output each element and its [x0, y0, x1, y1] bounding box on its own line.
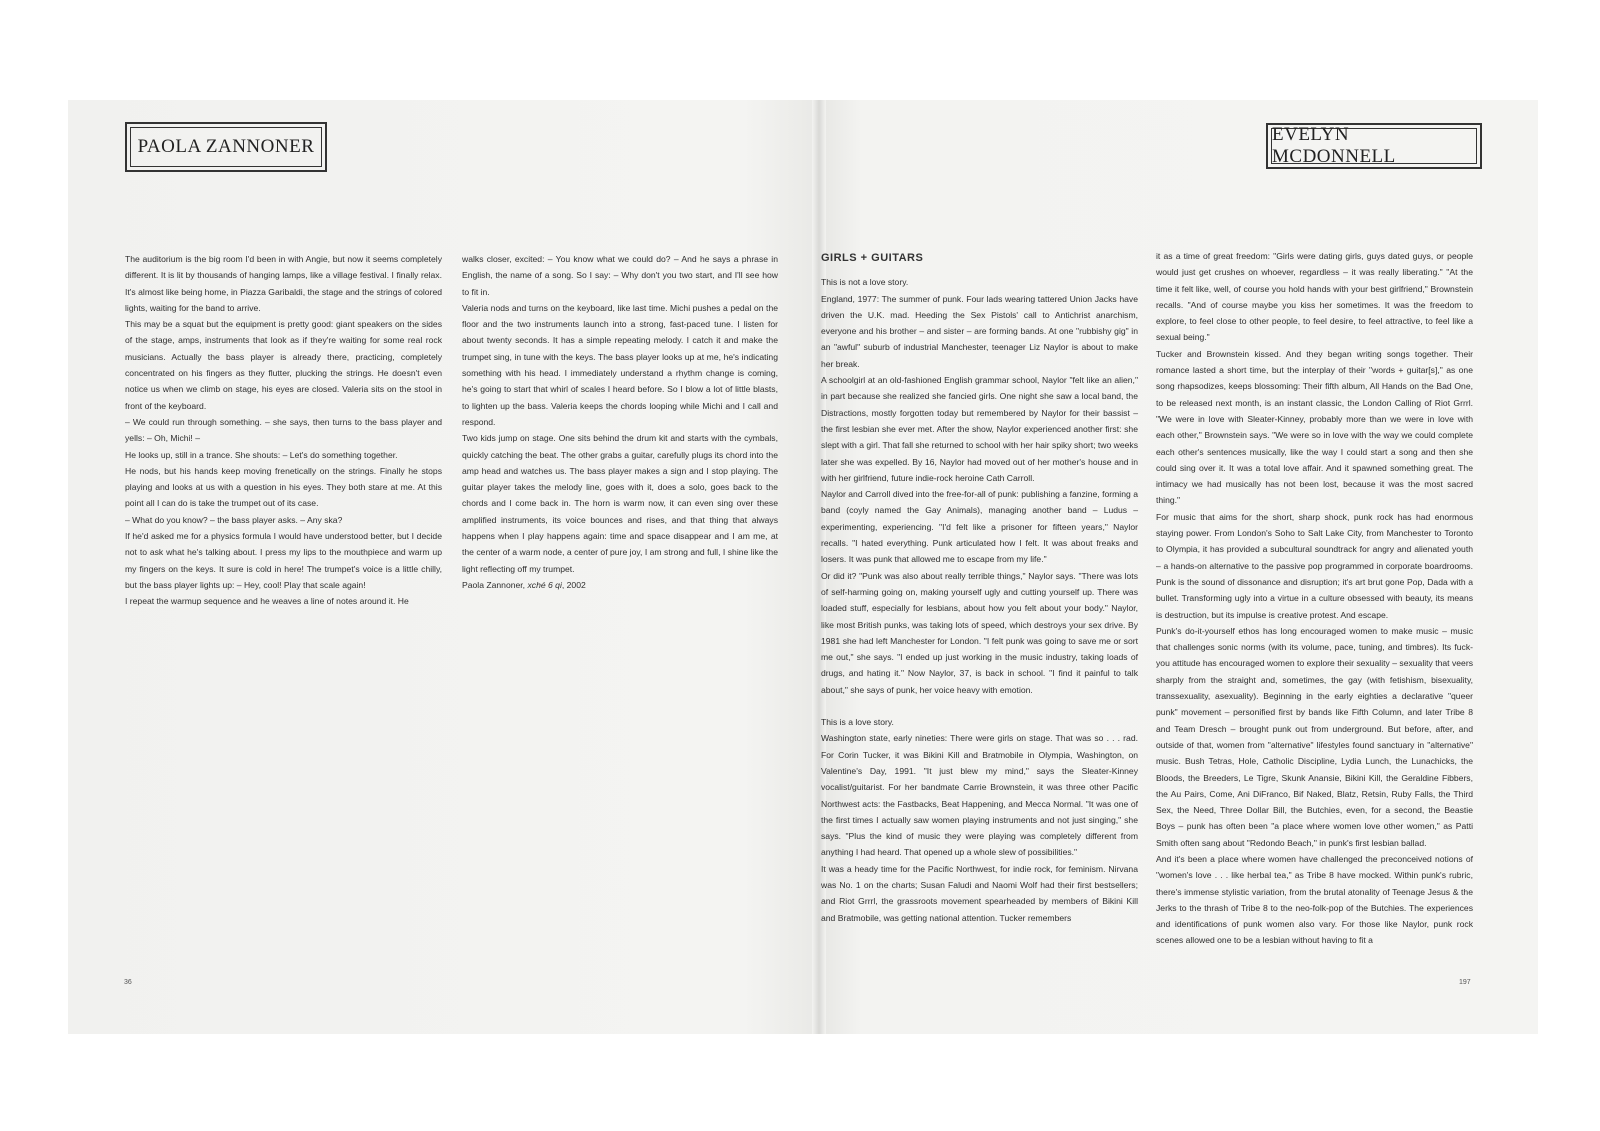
left-page-number: 36: [124, 979, 132, 986]
paragraph: – What do you know? – the bass player asks. – Any ska?: [125, 514, 343, 525]
paragraph: This is a love story.: [821, 717, 894, 728]
paragraph: This is not a love story.: [821, 277, 909, 288]
paragraph: Naylor and Carroll dived into the free-for-all of punk: publishing a fanzine, forming a band (coyly named the Gay Animals), managing another band – Ludus – experimenting, experiencing. "I'd felt like a prisoner for fifteen years," Naylor recalls. "I hated everything. Punk articulated how I felt. It was about freaks and losers. It was punk that allowed me to escape from my life.": [821, 489, 1138, 565]
paragraph: Valeria nods and turns on the keyboard, like last time. Michi pushes a pedal on the floor and the two instruments launch into a strong, fast-paced tune. I listen for about twenty seconds. It has a simple repeating melody. I catch it and make the trumpet sing, in tune with the keys. The bass player looks up at me, he's indicating something with his head. I immediately understand a rhythm change is coming, he's going to start that whirl of scales I heard before. So I blow a lot of little blasts, to lighten up the bass. Valeria keeps the chords looping while Michi and I call and respond.: [462, 302, 778, 427]
paragraph: Or did it? "Punk was also about really terrible things," Naylor says. "There was lots of self-harming going on, making yourself ugly and cutting yourself up. There was loaded stuff, especially for lesbians, about how you felt about your body." Naylor, like most British punks, was taking lots of speed, which destroys your sex drive. By 1981 she had left Manchester for London. "I felt punk was going to save me or sort me out," she says. "I ended up just working in the music industry, taking loads of drugs, and hating it." Now Naylor, 37, is back in school. "I find it painful to talk about," she says of punk, her voice heavy with emotion.: [821, 570, 1138, 695]
paragraph: walks closer, excited: – You know what we could do? – And he says a phrase in English, the name of a song. So I say: – Why don't you two start, and I'll see how to fit in.: [462, 254, 778, 297]
left-author-name: PAOLA ZANNONER: [130, 127, 322, 167]
paragraph: it as a time of great freedom: "Girls were dating girls, guys dated guys, or people would just get crushes on whoever, regardless – it was really liberating." "At the time it felt like, well, of course you hold hands with your best girlfriend," Brownstein recalls. "And of course maybe you kiss her sometimes. It was the freedom to explore, to feel close to other people, to feel desire, to feel attractive, to feel like a sexual being.": [1156, 251, 1473, 343]
right-page-column-1: [821, 250, 1138, 926]
credit-title: xché 6 qi: [527, 580, 562, 590]
paragraph: If he'd asked me for a physics formula I would have understood better, but I decide not to ask what he's talking about. I press my lips to the mouthpiece and warm up my fingers on the keys. It sure is cold in here! The trumpet's voice is a little chilly, but the bass player lights up: – Hey, cool! Play that scale again!: [125, 531, 442, 590]
article-section-1: [821, 274, 1138, 698]
article-section-2: [821, 714, 1138, 926]
right-author-name: EVELYN MCDONNELL: [1271, 128, 1477, 164]
paragraph: Two kids jump on stage. One sits behind the drum kit and starts with the cymbals, quickly catching the beat. The other grabs a guitar, carefully plugs its chord into the amp head and watches us. The bass player makes a sign and I stop playing. The guitar player takes the melody line, goes with it, does a solo, goes back to the chords and I come back in. The horn is warm now, it can even sing over these amplified instruments, its voice bounces and rises, and that thing that always happens when I play happens again: time and space disappear and I am me, at the center of a warm node, a center of pure joy, I am strong and full, I shine like the light reflecting off my trumpet.: [462, 433, 778, 574]
right-page-number: 197: [1459, 979, 1471, 986]
paragraph: It was a heady time for the Pacific Northwest, for indie rock, for feminism. Nirvana was No. 1 on the charts; Susan Faludi and Naomi Wolf had their first bestsellers; and Riot Grrrl, the grassroots movement spearheaded by members of Bikini Kill and Bratmobile, was getting national attention. Tucker remembers: [821, 863, 1138, 923]
credit-year: , 2002: [561, 580, 586, 590]
paragraph: – We could run through something. – she says, then turns to the bass player and yells: – Oh, Michi! –: [125, 416, 442, 444]
paragraph: England, 1977: The summer of punk. Four lads wearing tattered Union Jacks have driven the U.K. mad. Heeding the Sex Pistols' call to Antichrist anarchism, everyone and his brother – and sister – are forming bands. At one "rubbishy gig" in an "awful" suburb of industrial Manchester, teenager Liz Naylor is about to make her break.: [821, 293, 1138, 369]
left-page-column-2: [462, 251, 778, 577]
paragraph: The auditorium is the big room I'd been in with Angie, but now it seems completely different. It is lit by thousands of hanging lamps, like a village festival. I finally relax. It's almost like being home, in Piazza Garibaldi, the stage and the strings of colored lights, waiting for the band to arrive.: [125, 254, 442, 313]
left-page-column-1: [125, 251, 442, 610]
left-page-credit: [462, 577, 778, 593]
right-page-column-2: [1156, 248, 1473, 949]
paragraph: And it's been a place where women have challenged the preconceived notions of "women's love . . . like herbal tea," as Tribe 8 have mocked. Within punk's rubric, there's immense stylistic variation, from the brutal atonality of Teenage Jesus & the Jerks to the thrash of Tribe 8 to the neo-folk-pop of the Butchies. The experiences and identifications of punk women also vary. For those like Naylor, punk rock scenes allowed one to be a lesbian without having to fit a: [1156, 853, 1473, 946]
paragraph: Washington state, early nineties: There were girls on stage. That was so . . . rad. For Corin Tucker, it was Bikini Kill and Bratmobile in Olympia, Washington, on Valentine's Day, 1991. "It just blew my mind," says the Sleater-Kinney vocalist/guitarist. For her bandmate Carrie Brownstein, it was three other Pacific Northwest acts: the Fastbacks, Beat Happening, and Mecca Normal. "It was one of the first times I actually saw women playing instruments and not just singing," she says. "Plus the kind of music they were playing was completely different from anything I had heard. That opened up a whole slew of possibilities.": [821, 733, 1138, 858]
paragraph: A schoolgirl at an old-fashioned English grammar school, Naylor "felt like an alien," in part because she realized she fancied girls. One night she saw a local band, the Distractions, mostly forgotten today but remembered by Naylor for their bassist – the first lesbian she ever met. After the show, Naylor experienced another first: she slept with a girl. That fall she returned to school with her hair spiky short; two weeks later she was expelled. By 16, Naylor had moved out of her mother's house and in with her girlfriend, future indie-rock heroine Cath Carroll.: [821, 375, 1138, 483]
left-author-box: [125, 122, 327, 172]
paragraph: Tucker and Brownstein kissed. And they began writing songs together. Their romance lasted a short time, but the interplay of their "words + guitar[s]," as one song rhapsodizes, keeps blossoming: Their fifth album, All Hands on the Bad One, to be released next month, is an instant classic, the London Calling of Riot Grrrl. "We were in love with Sleater-Kinney, probably more than we were in love with each other," Brownstein says. "We were so in love with the way we could complete each other's sentences musically, like the way I could start a song and then she could sing over it. It was a total love affair. And it spawned something great. The intimacy we had musically has not been lost, because it was the most sacred thing.": [1156, 348, 1473, 506]
paragraph: For music that aims for the short, sharp shock, punk rock has had enormous staying power. From London's Soho to Salt Lake City, from Manchester to Toronto to Olympia, it has provided a subcultural soundtrack for angry and alienated youth – a hands-on alternative to the passive pop programmed in corporate boardrooms. Punk is the sound of dissonance and disruption; it's art brut gone Pop, Dada with a bullet. Transforming ugly into a virtue in a culture obsessed with beauty, its means is destruction, but its impulse is creative protest. And escape.: [1156, 511, 1473, 620]
paragraph: He looks up, still in a trance. She shouts: – Let's do something together.: [125, 449, 398, 460]
credit-author: Paola Zannoner,: [462, 580, 528, 590]
paragraph: Punk's do-it-yourself ethos has long encouraged women to make music – music that challenges sonic norms (with its volume, pace, tuning, and timbres). Its fuck-you attitude has encouraged women to explore their sexuality – sexuality that veers sharply from the straight and, sometimes, the gay (with fetishism, bisexuality, transsexuality, asexuality). Beginning in the early eighties a declarative "queer punk" movement – personified first by bands like Fifth Column, and later Tribe 8 and Team Dresch – brought punk out from underground. But before, after, and outside of that, women from "alternative" lifestyles found sanctuary in "alternative" music. Bush Tetras, Hole, Catholic Discipline, Lydia Lunch, the Lunachicks, the Bloods, the Breeders, Le Tigre, Skunk Anansie, Bikini Kill, the Geraldine Fibbers, the Au Pairs, Come, Ani DiFranco, Bif Naked, Blatz, Retsin, Ruby Falls, the Third Sex, the Need, Three Dollar Bill, the Butchies, even, for a second, the Beastie Boys – punk has often been "a place where women love other women," as Patti Smith often sang about "Redondo Beach," in punk's first lesbian ballad.: [1156, 625, 1473, 848]
article-heading: GIRLS + GUITARS: [821, 252, 924, 264]
right-author-box: [1266, 123, 1482, 169]
paragraph: He nods, but his hands keep moving frenetically on the strings. Finally he stops playing and looks at us with a question in his eyes. They both stare at me. At this point all I can do is take the trumpet out of its case.: [125, 465, 442, 509]
paragraph: This may be a squat but the equipment is pretty good: giant speakers on the sides of the stage, amps, instruments that look as if they're waiting for some real rock musicians. Actually the bass player is already there, practicing, completely concentrated on his fingers as they flutter, plucking the strings. He doesn't even notice us when we climb on stage, his eyes are closed. Valeria sits on the stool in front of the keyboard.: [125, 319, 442, 411]
paragraph: I repeat the warmup sequence and he weaves a line of notes around it. He: [125, 596, 409, 607]
